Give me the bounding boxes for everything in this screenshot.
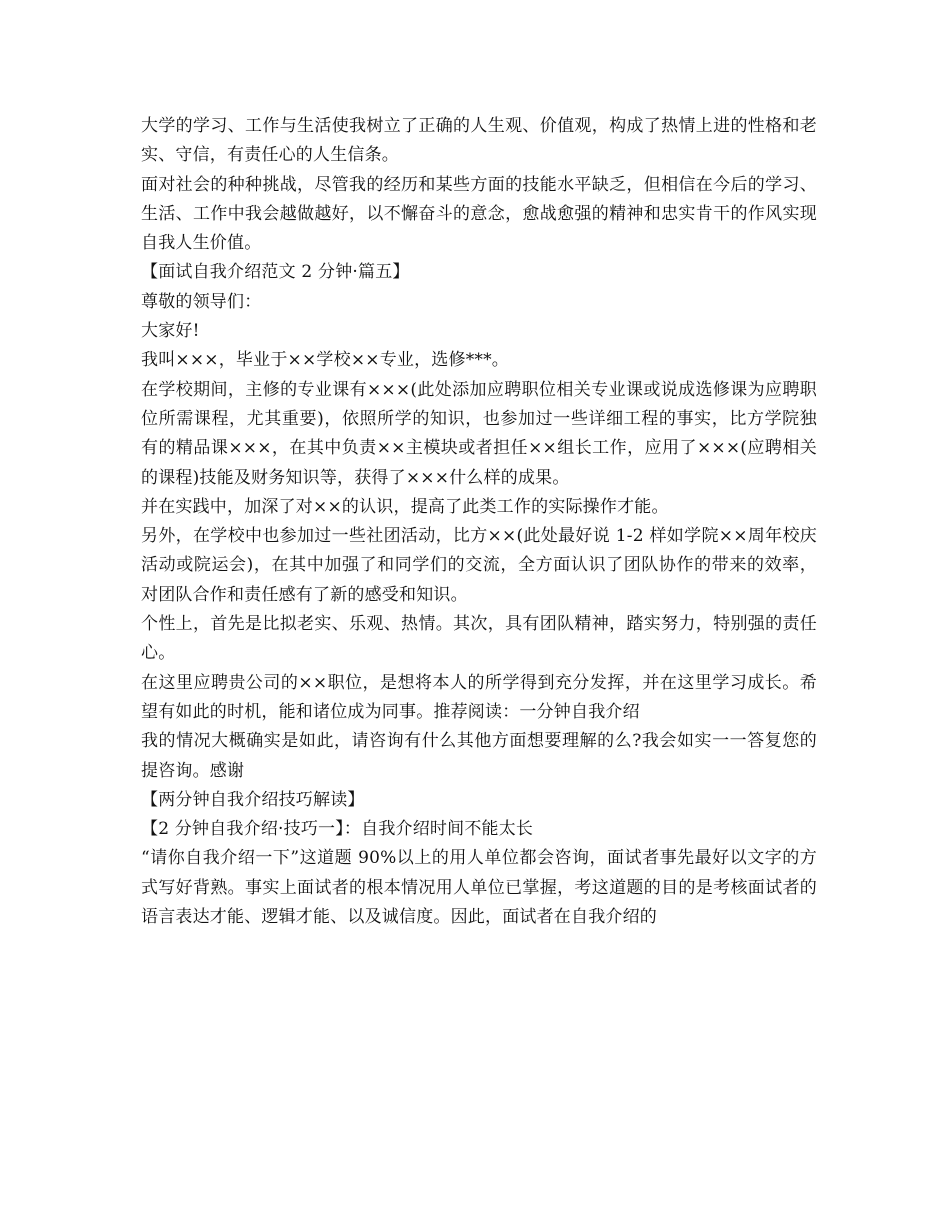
document-page — [141, 112, 817, 932]
paragraph-values: 大学的学习、工作与生活使我树立了正确的人生观、价值观，构成了热情上进的性格和老实、守信，有责任心的人生信条。 — [141, 116, 817, 166]
paragraph-challenges: 面对社会的种种挑战，尽管我的经历和某些方面的技能水平缺乏，但相信在今后的学习、生活、工作中我会越做越好，以不懈奋斗的意念，愈战愈强的精神和忠实肯干的作风实现自我人生价值。 — [141, 174, 817, 254]
paragraph-practice: 并在实践中，加深了对××的认识，提高了此类工作的实际操作才能。 — [141, 496, 669, 517]
greeting: 大家好! — [141, 321, 200, 342]
paragraph-activities: 另外，在学校中也参加过一些社团活动，比方××(此处最好说 1-2 样如学院××周年校庆活动或院运会)，在其中加强了和同学们的交流，全方面认识了团队协作的带来的效率，对团队合作和责任感有了新的感受和知识。 — [141, 526, 817, 605]
paragraph-application: 在这里应聘贵公司的××职位，是想将本人的所学得到充分发挥，并在这里学习成长。希望有如此的时机，能和诸位成为同事。推荐阅读：一分钟自我介绍 — [141, 672, 817, 722]
tip-heading-1: 【2 分钟自我介绍·技巧一】：自我介绍时间不能太长 — [141, 819, 534, 840]
paragraph-closing: 我的情况大概确实是如此，请咨询有什么其他方面想要理解的么?我会如实一一答复您的提咨询。感谢 — [141, 731, 817, 781]
salutation: 尊敬的领导们： — [141, 291, 262, 312]
section-heading-tips: 【两分钟自我介绍技巧解读】 — [141, 789, 365, 810]
paragraph-personality: 个性上，首先是比拟老实、乐观、热情。其次，具有团队精神，踏实努力，特别强的责任心。 — [141, 614, 817, 664]
paragraph-name: 我叫×××，毕业于××学校××专业，选修***。 — [141, 350, 510, 371]
paragraph-tip-1: “请你自我介绍一下”这道题 90%以上的用人单位都会咨询，面试者事先最好以文字的方式写好背熟。事实上面试者的根本情况用人单位已掌握，考这道题的目的是考核面试者的语言表达才能、逻辑才能、以及诚信度。因此，面试者在自我介绍的 — [141, 848, 817, 928]
paragraph-courses: 在学校期间，主修的专业课有×××(此处添加应聘职位相关专业课或说成选修课为应聘职位所需课程，尤其重要)，依照所学的知识，也参加过一些详细工程的事实，比方学院独有的精品课×××，在其中负责××主模块或者担任××组长工作，应用了×××(应聘相关的课程)技能及财务知识等，获得了×××什么样的成果。 — [141, 379, 817, 488]
section-heading-part5: 【面试自我介绍范文 2 分钟·篇五】 — [141, 262, 410, 283]
